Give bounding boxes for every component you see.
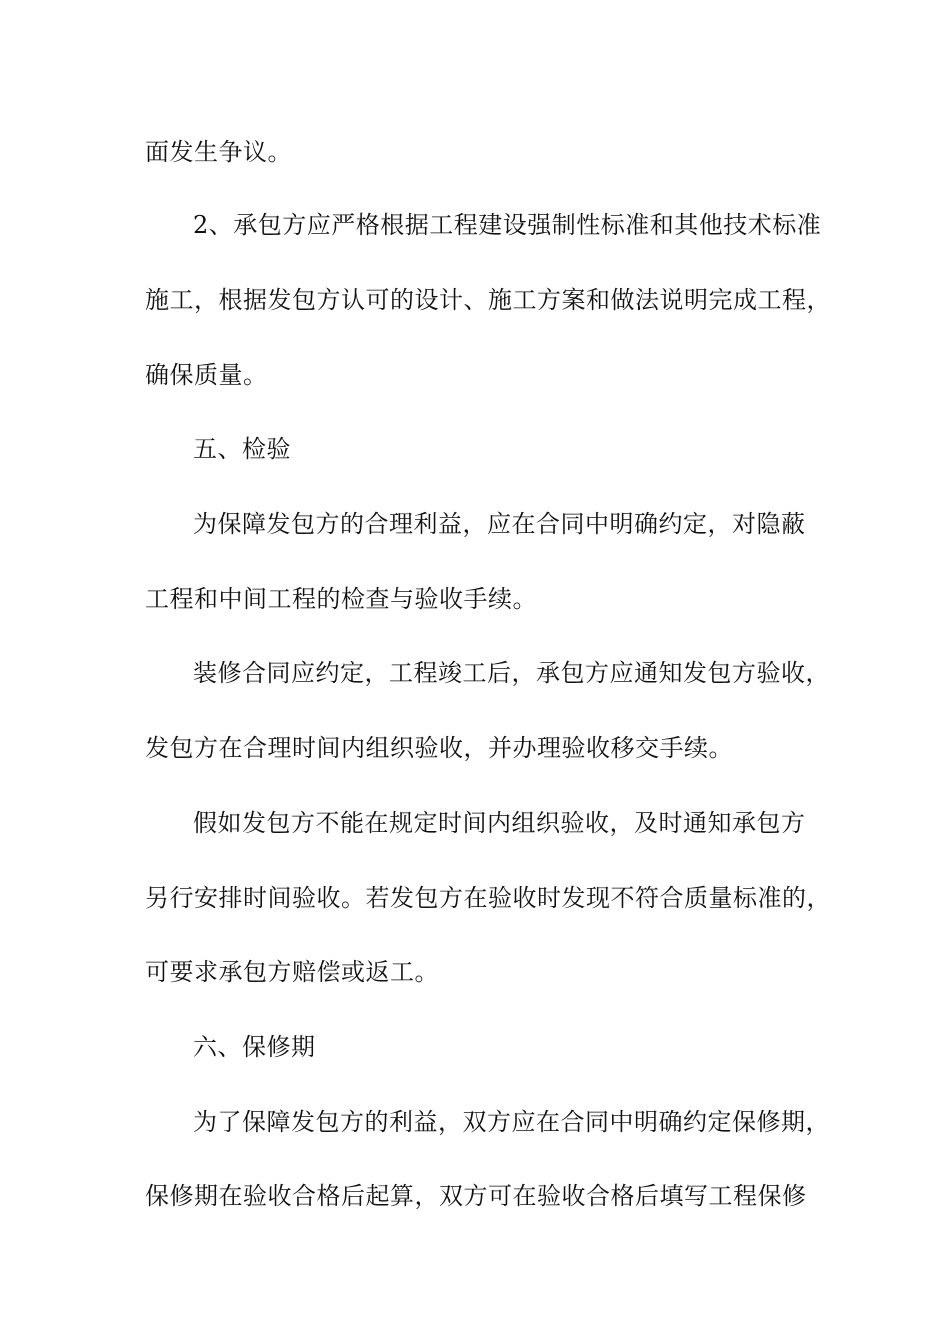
text-line: 发包方在合理时间内组织验收，并办理验收移交手续。 — [145, 734, 733, 762]
text-line: 工程和中间工程的检查与验收手续。 — [145, 585, 537, 613]
text-line: 可要求承包方赔偿或返工。 — [145, 958, 439, 986]
text-line: 2、承包方应严格根据工程建设强制性标准和其他技术标准 — [193, 211, 822, 239]
text-line: 面发生争议。 — [145, 138, 292, 166]
text-line: 为了保障发包方的利益，双方应在合同中明确约定保修期， — [193, 1108, 830, 1136]
text-line: 另行安排时间验收。若发包方在验收时发现不符合质量标准的， — [145, 884, 831, 912]
text-line: 保修期在验收合格后起算，双方可在验收合格后填写工程保修 — [145, 1182, 807, 1210]
text-line: 施工，根据发包方认可的设计、施工方案和做法说明完成工程， — [145, 286, 831, 314]
section-heading: 五、检验 — [193, 435, 291, 463]
section-heading: 六、保修期 — [193, 1033, 316, 1061]
text-line: 为保障发包方的合理利益，应在合同中明确约定，对隐蔽 — [193, 510, 806, 538]
text-line: 确保质量。 — [145, 361, 268, 389]
text-line: 假如发包方不能在规定时间内组织验收，及时通知承包方 — [193, 809, 806, 837]
text-line: 装修合同应约定，工程竣工后，承包方应通知发包方验收， — [193, 659, 830, 687]
